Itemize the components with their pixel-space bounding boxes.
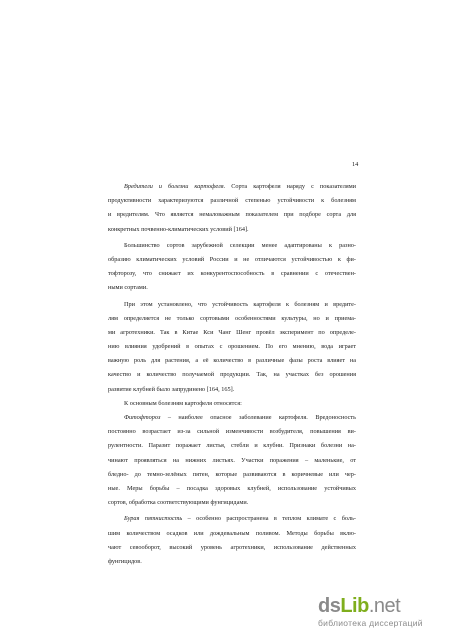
paragraph-1-line-2: продуктивности характеризуются различной степенью устойчивости к болезням bbox=[108, 197, 356, 205]
page-number: 14 bbox=[352, 161, 359, 168]
paragraph-3-line-6: качество и количество получаемой продукции. Так, на участках без орошения bbox=[108, 371, 356, 379]
section-heading-brown-spot: Бурая пятнистость bbox=[124, 515, 183, 523]
paragraph-5-line-5: бледно- до темно-зелёных пятен, которые развиваются в коричневые или чер- bbox=[108, 470, 356, 478]
paragraph-3-line-2: лям определяется не только сортовыми особенностями культуры, но и приема- bbox=[108, 314, 356, 322]
dslib-watermark[interactable] bbox=[318, 596, 438, 628]
paragraph-5-line-4: чинают проявляться на нижних листьях. Участки поражения – маленькие, от bbox=[108, 456, 356, 464]
paragraph-5-line-7: сортов, обработка соответствующими фунгицидами. bbox=[108, 499, 249, 507]
paragraph-6-line-2: шим количеством осадков или дождевальным поливом. Методы борьбы вклю- bbox=[108, 529, 356, 537]
paragraph-2-line-3: тофторозу, что снижает их конкурентоспособность в сравнении с отечествен- bbox=[108, 270, 356, 278]
paragraph-1-line-1: Вредители и болезни картофеля. Сорта картофеля наряду с показателями bbox=[124, 183, 356, 190]
paragraph-4-line-1: К основным болезням картофеля относятся: bbox=[124, 399, 242, 407]
dslib-logo: ds Lib .net bbox=[318, 595, 401, 617]
paragraph-2-line-1: Большинство сортов зарубежной селекции менее адаптированы к разно- bbox=[124, 241, 356, 249]
paragraph-2-line-2: образию климатических условий России и не отличаются устойчивостью к фи- bbox=[108, 255, 356, 263]
paragraph-3-line-3: ми агротехники. Так в Китае Кси Чанг Шенг провёл эксперимент по определе- bbox=[108, 328, 356, 336]
document-body bbox=[108, 180, 356, 569]
paragraph-1-line-4: конкретных почвенно-климатических условий [164]. bbox=[108, 225, 249, 233]
dslib-subtitle: библиотека диссертаций bbox=[318, 618, 423, 628]
paragraph-5-line-3: рулентности. Паразит поражает листья, стебли и клубни. Признаки болезни на- bbox=[108, 442, 356, 450]
section-heading-pests: Вредители и болезни картофеля. bbox=[124, 183, 226, 190]
paragraph-5-line-6: ные. Меры борьбы – посадка здоровых клубней, использование устойчивых bbox=[108, 484, 356, 492]
paragraph-3-line-1: При этом установлено, что устойчивость картофеля к болезням и вредите- bbox=[124, 300, 356, 308]
paragraph-2-line-4: ными сортами. bbox=[108, 284, 148, 292]
section-heading-phytophthora: Фитофтороз bbox=[124, 414, 161, 421]
paragraph-6-line-1: Бурая пятнистость – особенно распространена в теплом климате с боль- bbox=[124, 515, 356, 523]
paragraph-3-line-4: нию влияния удобрений в опытах с орошением. По его мнению, вода играет bbox=[108, 343, 356, 351]
paragraph-5-line-2: постоянно возрастает из-за сильной изменчивости возбудителя, повышения ви- bbox=[108, 428, 356, 436]
paragraph-3-line-5: важную роль для растения, а её количество в различные фазы роста влияет на bbox=[108, 357, 356, 365]
paragraph-6-line-4: фунгицидов. bbox=[108, 557, 142, 565]
paragraph-1-line-3: и вредителям. Что является немаловажным показателем при подборе сорта для bbox=[108, 211, 356, 219]
paragraph-6-line-3: чают севооборот, высокий уровень агротехники, использование действенных bbox=[108, 543, 356, 551]
paragraph-5-line-1: Фитофтороз – наиболее опасное заболевание картофеля. Вредоносность bbox=[124, 414, 356, 421]
paragraph-3-line-7: развитие клубней было запрудинено [164, 165]. bbox=[108, 385, 235, 393]
